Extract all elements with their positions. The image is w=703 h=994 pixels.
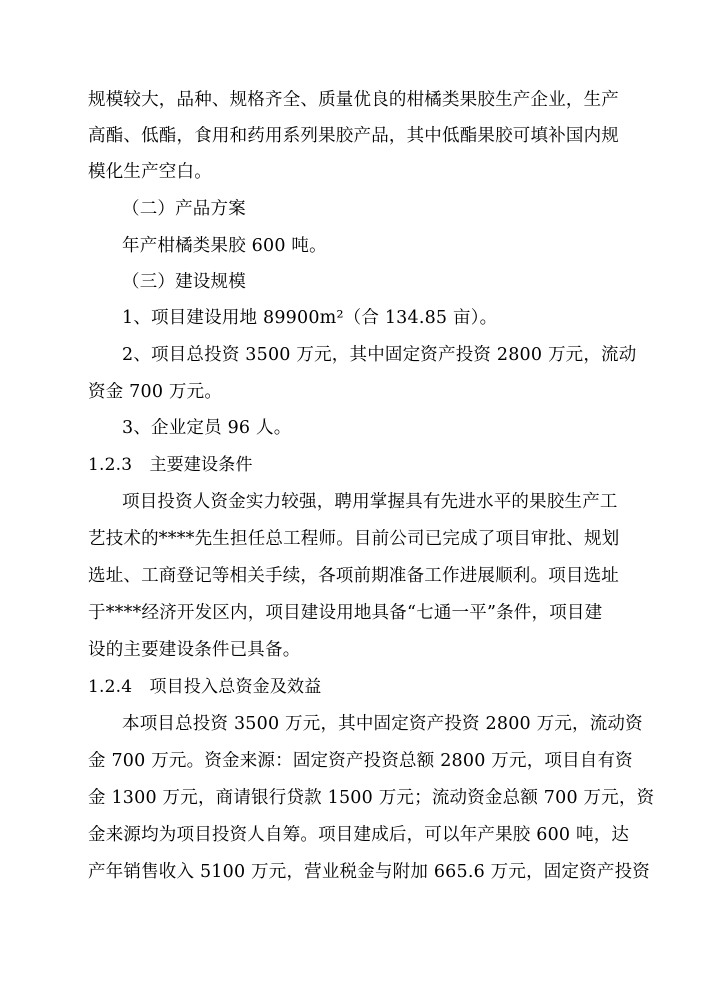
body-line: 金来源均为项目投资人自筹。项目建成后，可以年产果胶 600 吨，达 (88, 825, 630, 845)
body-line: 选址、工商登记等相关手续，各项前期准备工作进展顺利。项目选址 (88, 566, 619, 586)
list-item: 1、项目建设用地 89900m²（合 134.85 亩）。 (122, 308, 498, 328)
list-item: 3、企业定员 96 人。 (122, 418, 292, 438)
body-line: 资金 700 万元。 (88, 382, 223, 402)
body-line: 艺技术的****先生担任总工程师。目前公司已完成了项目审批、规划 (88, 529, 620, 549)
body-line: 设的主要建设条件已具备。 (88, 640, 301, 660)
body-line: 金 1300 万元，商请银行贷款 1500 万元；流动资金总额 700 万元，资 (88, 788, 655, 808)
body-line: 金 700 万元。资金来源：固定资产投资总额 2800 万元，项目自有资 (88, 751, 633, 771)
section-heading: （二）产品方案 (122, 199, 246, 219)
body-line: 于****经济开发区内，项目建设用地具备“七通一平”条件，项目建 (88, 603, 603, 623)
body-line: 模化生产空白。 (88, 162, 212, 182)
body-line: 年产柑橘类果胶 600 吨。 (122, 236, 327, 256)
body-line: 规模较大，品种、规格齐全、质量优良的柑橘类果胶生产企业，生产 (88, 90, 619, 110)
list-item: 2、项目总投资 3500 万元，其中固定资产投资 2800 万元，流动 (122, 345, 637, 365)
subsection-heading: 1.2.4 项目投入总资金及效益 (88, 677, 322, 697)
body-line: 高酯、低酯，食用和药用系列果胶产品，其中低酯果胶可填补国内规 (88, 126, 619, 146)
body-line: 产年销售收入 5100 万元，营业税金与附加 665.6 万元，固定资产投资 (88, 862, 650, 882)
section-heading: （三）建设规模 (122, 272, 246, 292)
body-line: 项目投资人资金实力较强，聘用掌握具有先进水平的果胶生产工 (122, 492, 618, 512)
subsection-heading: 1.2.3 主要建设条件 (88, 455, 253, 475)
body-line: 本项目总投资 3500 万元，其中固定资产投资 2800 万元，流动资 (122, 714, 643, 734)
